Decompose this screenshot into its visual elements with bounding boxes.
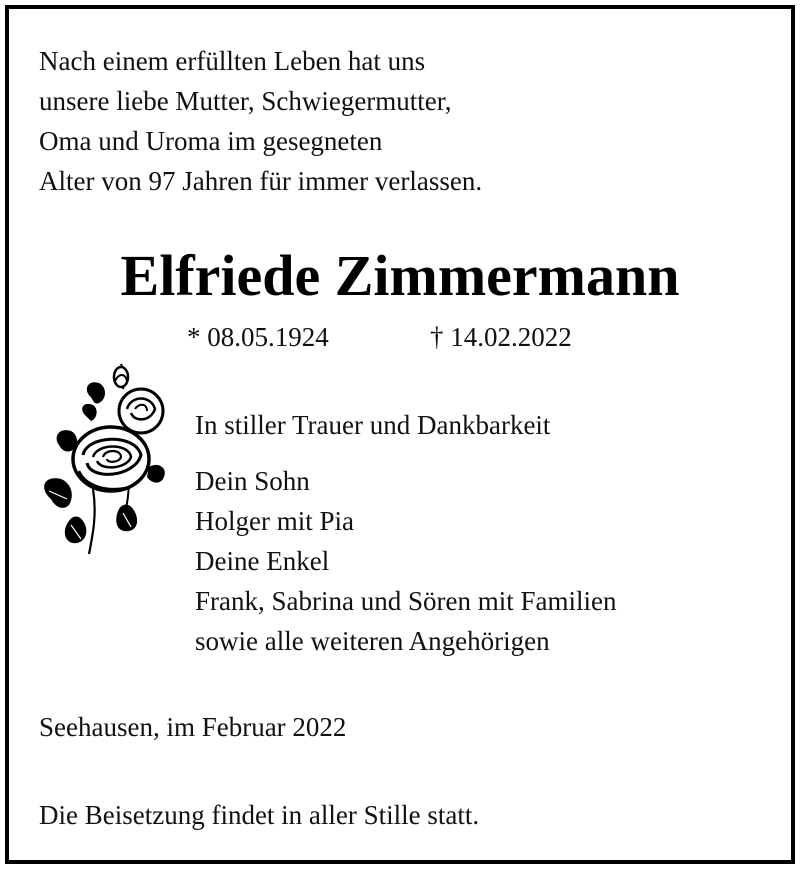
place-date: Seehausen, im Februar 2022 — [39, 712, 347, 742]
mourner-line: Holger mit Pia — [195, 506, 354, 536]
death-date: † 14.02.2022 — [430, 322, 572, 352]
intro-text — [39, 41, 482, 201]
intro-line: unsere liebe Mutter, Schwiegermutter, — [39, 86, 452, 116]
intro-line: Oma und Uroma im gesegneten — [39, 126, 383, 156]
deceased-name: Elfriede Zimmermann — [120, 243, 680, 308]
rose-icon — [31, 359, 181, 559]
intro-line: Alter von 97 Jahren für immer verlassen. — [39, 166, 483, 196]
intro-line: Nach einem erfüllten Leben hat uns — [39, 46, 426, 76]
birth-date: * 08.05.1924 — [187, 322, 329, 352]
mourner-line: Frank, Sabrina und Sören mit Familien — [195, 586, 617, 616]
mourner-line: Deine Enkel — [195, 546, 330, 576]
mourner-line: sowie alle weiteren Angehörigen — [195, 626, 550, 656]
obituary-frame — [5, 5, 795, 864]
mourning-heading: In stiller Trauer und Dankbarkeit — [195, 410, 551, 440]
mourners-list — [195, 405, 616, 661]
mourner-line: Dein Sohn — [195, 466, 310, 496]
burial-note: Die Beisetzung findet in aller Stille statt. — [39, 800, 480, 830]
